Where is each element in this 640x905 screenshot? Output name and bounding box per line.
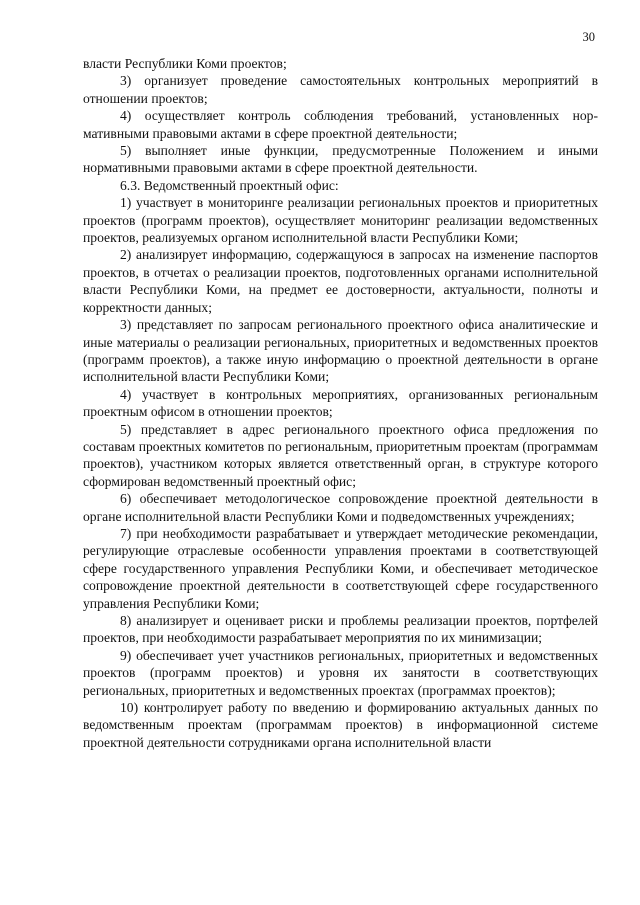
paragraph-6-3-item-8: 8) анализирует и оценивает риски и проблемы реализации проектов, портфелей проектов, при необходимости разрабатывает мероприятия по их минимизации; bbox=[83, 613, 598, 646]
paragraph-6-3-item-6: 6) обеспечивает методологическое сопровождение проектной деятельности в органе исполнительной власти Республики Коми и подведомственных учреждениях; bbox=[83, 491, 598, 524]
paragraph-item-3: 3) организует проведение самостоятельных контрольных мероприятий в отношении проектов; bbox=[83, 73, 598, 106]
paragraph-6-3-item-1: 1) участвует в мониторинге реализации региональных проектов и приоритетных проектов (программ проектов), осуществляет мониторинг реализации ведомственных проектов, реализуемых органом исполнительной власти Республики Коми; bbox=[83, 195, 598, 246]
paragraph-6-3-item-7: 7) при необходимости разрабатывает и утверждает методические рекомендации, регулирующие отраслевые особенности управления проектами в соответствующей сфере государственного управления Республики Коми, и обеспечивает методическое сопровождение проектной деятельности в соответствующей сфере государственного управления Республики Коми; bbox=[83, 525, 598, 611]
paragraph-continuation: власти Республики Коми проектов; bbox=[83, 56, 287, 71]
document-body bbox=[83, 55, 598, 751]
paragraph-6-3-item-2: 2) анализирует информацию, содержащуюся в запросах на изменение паспортов проектов, в отчетах о реализации проектов, подготовленных органами исполнительной власти Республики Коми, на предмет ее достоверности, актуальности, полноты и корректности данных; bbox=[83, 247, 598, 315]
paragraph-6-3-item-3: 3) представляет по запросам регионального проектного офиса аналитические и иные материалы о реализации региональных, приоритетных и ведомственных проектов (программ проектов), а также иную информацию о проектной деятельности в органе исполнительной власти Республики Коми; bbox=[83, 317, 598, 385]
paragraph-6-3-item-4: 4) участвует в контрольных мероприятиях, организованных региональным проектным офисом в отношении проектов; bbox=[83, 386, 598, 420]
paragraph-item-4: 4) осуществляет контроль соблюдения требований, установленных нормативными правовыми актами в сфере проектной деятельности; bbox=[83, 108, 598, 141]
paragraph-item-5: 5) выполняет иные функции, предусмотренные Положением и иными нормативными правовыми актами в сфере проектной деятельности. bbox=[83, 143, 598, 176]
paragraph-6-3-item-9: 9) обеспечивает учет участников региональных, приоритетных и ведомственных проектов (программ проектов) и уровня их занятости в соответствующих региональных, приоритетных и ведомственных проектах (программах проектов); bbox=[83, 647, 598, 698]
paragraph-6-3-item-10: 10) контролирует работу по введению и формированию актуальных данных по ведомственным проектам (программам проектов) в информационной системе проектной деятельности сотрудниками органа исполнительной власти bbox=[83, 700, 598, 750]
page-number: 30 bbox=[582, 30, 595, 44]
paragraph-6-3-item-5: 5) представляет в адрес регионального проектного офиса предложения по составам проектных комитетов по региональным, приоритетным проектам (программам проектов), участником которых является ответственный орган, в структуре которого сформирован ведомственный проектный офис; bbox=[83, 421, 598, 489]
section-heading-6-3: 6.3. Ведомственный проектный офис: bbox=[120, 177, 339, 193]
